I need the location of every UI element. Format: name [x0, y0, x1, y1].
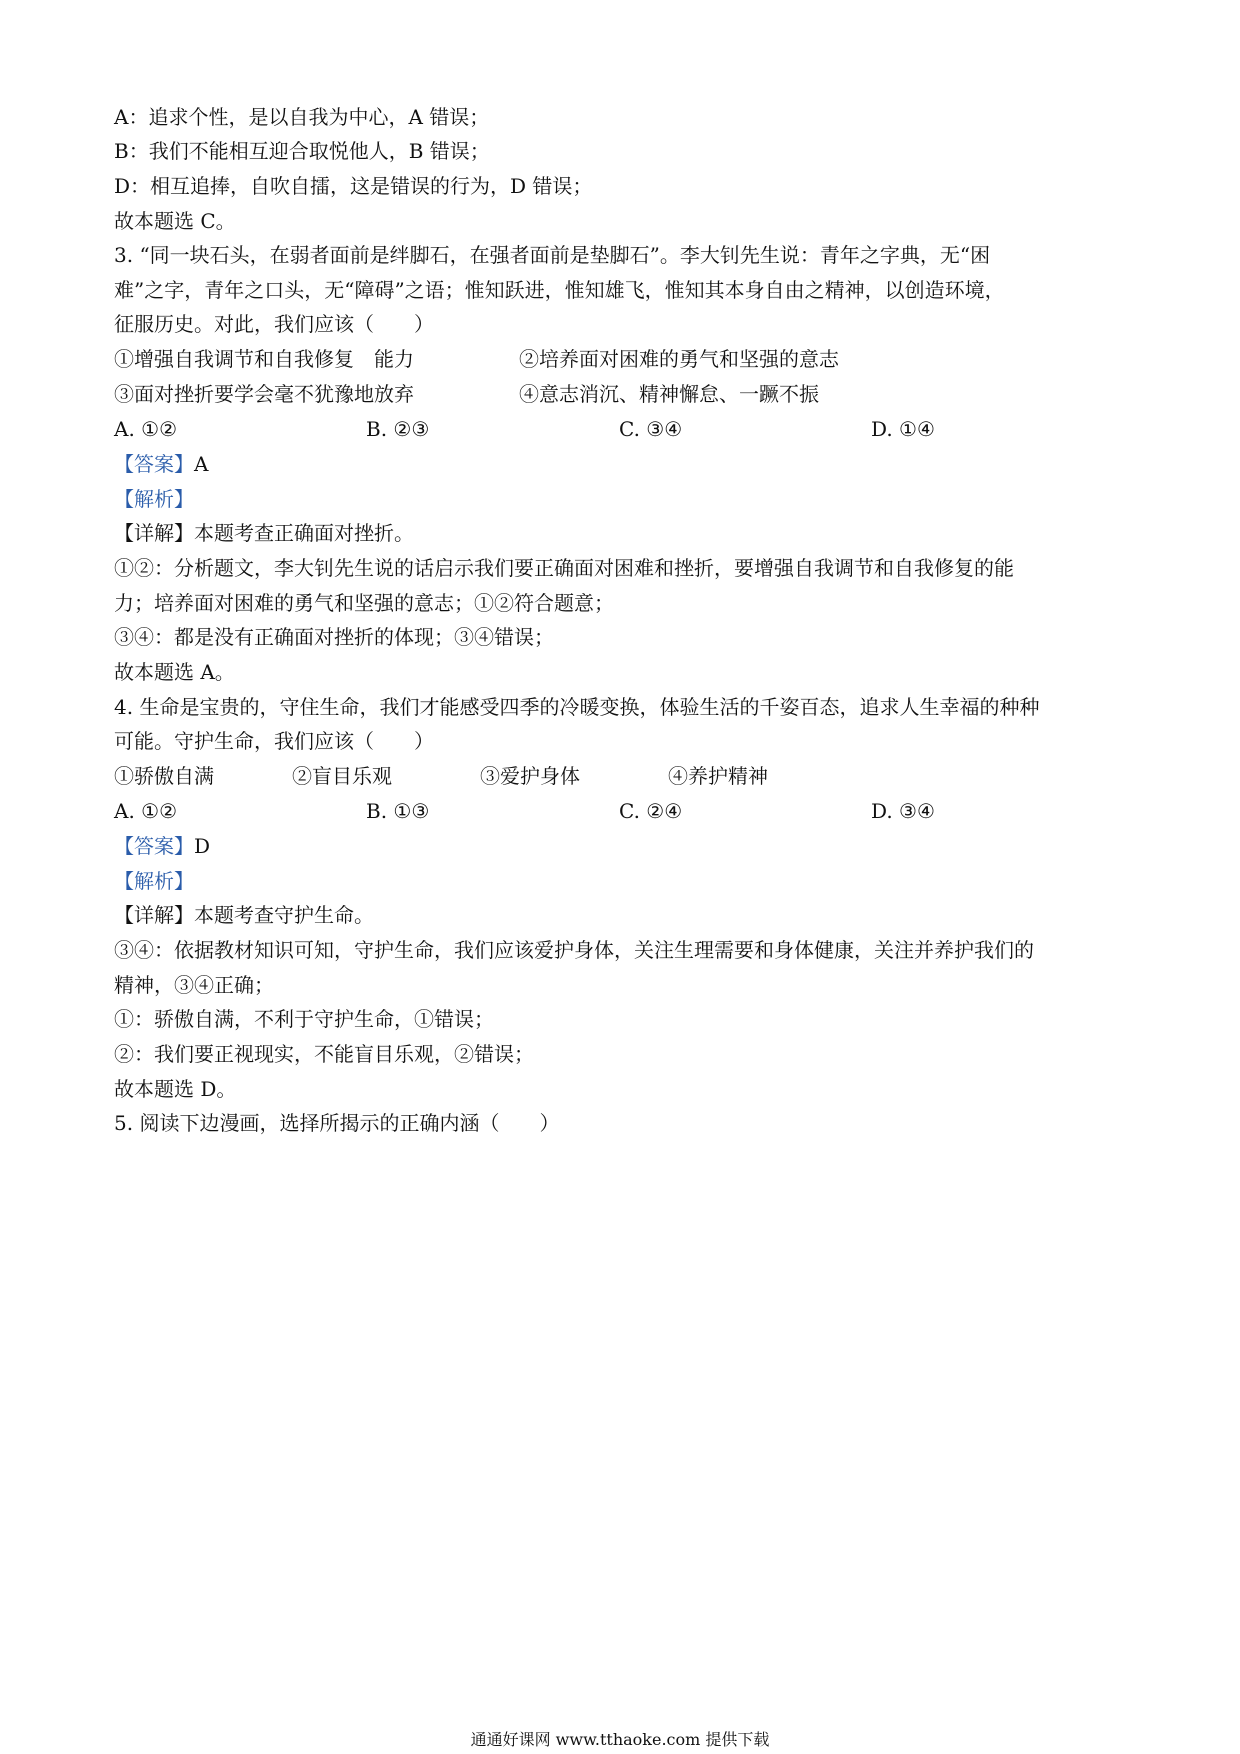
q4-choice-d: D. ③④ — [871, 799, 935, 823]
q2-analysis-line: D：相互追捧，自吹自擂，这是错误的行为，D 错误； — [114, 174, 593, 198]
q4-detail-line: ①：骄傲自满，不利于守护生命，①错误； — [114, 1007, 494, 1031]
q4-choice-b: B. ①③ — [366, 799, 430, 823]
page-footer: 通通好课网 www.tthaoke.com 提供下载 — [470, 1730, 770, 1749]
q3-analysis-tag: 【解析】 — [114, 487, 194, 511]
q4-statement-4: ④养护精神 — [668, 764, 768, 788]
q4-statement-2: ②盲目乐观 — [292, 764, 392, 788]
q2-conclusion: 故本题选 C。 — [114, 209, 236, 233]
q4-detail-line: ③④：依据教材知识可知，守护生命，我们应该爱护身体，关注生理需要和身体健康，关注并养护我们的 — [114, 938, 1034, 962]
q4-detail-line: ②：我们要正视现实，不能盲目乐观，②错误； — [114, 1042, 534, 1066]
q3-statement-3: ③面对挫折要学会毫不犹豫地放弃 — [114, 382, 414, 406]
q2-analysis-line: A：追求个性，是以自我为中心，A 错误； — [114, 105, 490, 129]
q4-analysis-tag: 【解析】 — [114, 869, 194, 893]
answer-tag: 【答案】 — [114, 834, 194, 858]
q3-detail-line: 力；培养面对困难的勇气和坚强的意志；①②符合题意； — [114, 591, 614, 615]
q3-stem-line: 征服历史。对此，我们应该（ ） — [114, 312, 434, 336]
q4-statement-3: ③爱护身体 — [480, 764, 580, 788]
q4-stem-line: 可能。守护生命，我们应该（ ） — [114, 729, 434, 753]
q3-detail-line: ①②：分析题文，李大钊先生说的话启示我们要正确面对困难和挫折，要增强自我调节和自我修复的能 — [114, 556, 1014, 580]
q3-stem-line: 难”之字，青年之口头，无“障碍”之语；惟知跃进，惟知雄飞，惟知其本身自由之精神，以创造环境， — [114, 278, 1005, 302]
answer-tag: 【答案】 — [114, 452, 194, 476]
q3-choice-b: B. ②③ — [366, 417, 430, 441]
q4-choice-c: C. ②④ — [619, 799, 683, 823]
q5-stem: 5. 阅读下边漫画，选择所揭示的正确内涵（ ） — [114, 1111, 560, 1135]
q3-statement-2: ②培养面对困难的勇气和坚强的意志 — [519, 347, 839, 371]
q2-analysis-line: B：我们不能相互迎合取悦他人，B 错误； — [114, 139, 490, 163]
q4-choice-a: A. ①② — [114, 799, 178, 823]
q3-choice-c: C. ③④ — [619, 417, 683, 441]
q4-detail-line: 【详解】本题考查守护生命。 — [114, 903, 374, 927]
q3-statement-4: ④意志消沉、精神懈怠、一蹶不振 — [519, 382, 819, 406]
q3-stem-line: 3. “同一块石头，在弱者面前是绊脚石，在强者面前是垫脚石”。李大钊先生说：青年之字典，无“困 — [114, 243, 991, 267]
q4-detail-line: 精神，③④正确； — [114, 973, 274, 997]
q4-statement-1: ①骄傲自满 — [114, 764, 214, 788]
q3-answer — [114, 451, 208, 477]
q3-detail-line: ③④：都是没有正确面对挫折的体现；③④错误； — [114, 625, 554, 649]
q3-detail-line: 【详解】本题考查正确面对挫折。 — [114, 521, 414, 545]
q4-conclusion: 故本题选 D。 — [114, 1077, 237, 1101]
q3-conclusion: 故本题选 A。 — [114, 660, 235, 684]
q4-stem-line: 4. 生命是宝贵的，守住生命，我们才能感受四季的冷暖变换，体验生活的千姿百态，追求人生幸福的种种 — [114, 695, 1040, 719]
q3-choice-a: A. ①② — [114, 417, 178, 441]
q4-answer — [114, 833, 210, 859]
q3-statement-1: ①增强自我调节和自我修复 能力 — [114, 347, 414, 371]
answer-value: D — [194, 834, 211, 858]
answer-value: A — [194, 452, 209, 476]
q3-choice-d: D. ①④ — [871, 417, 935, 441]
